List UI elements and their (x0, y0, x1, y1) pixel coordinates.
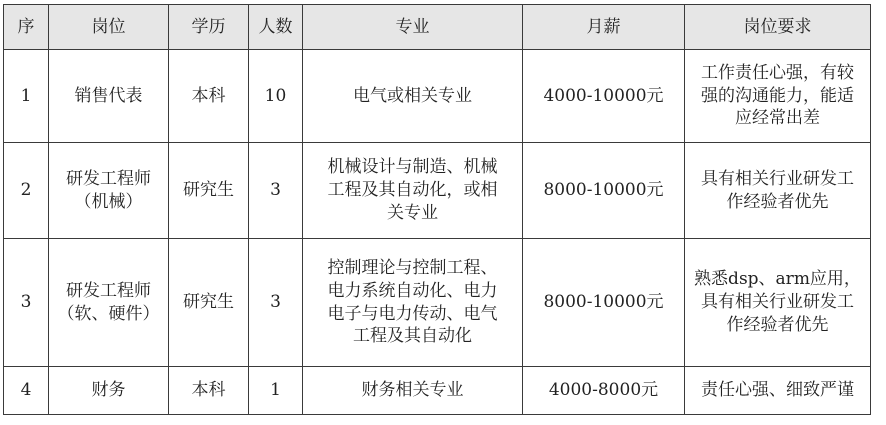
cell-requirements-line: 应经常出差 (735, 108, 820, 129)
cell-count: 3 (249, 143, 303, 239)
cell-education: 研究生 (169, 239, 249, 367)
cell-major-line: 工程及其自动化，或相 (327, 180, 498, 201)
cell-major-line: 电力系统自动化、电力 (327, 280, 498, 301)
cell-position-line: 财务 (91, 380, 126, 401)
cell-count: 10 (249, 50, 303, 143)
cell-position (49, 239, 169, 367)
cell-major (303, 143, 523, 239)
cell-index: 1 (4, 50, 49, 143)
cell-requirements (685, 143, 871, 239)
cell-education: 本科 (169, 367, 249, 415)
header-row (4, 5, 871, 50)
cell-count: 1 (249, 367, 303, 415)
cell-index: 3 (4, 239, 49, 367)
cell-requirements-line: 强的沟通能力，能适 (701, 85, 854, 106)
recruitment-table (3, 4, 871, 415)
cell-requirements-line: 熟悉dsp、arm应用， (694, 269, 861, 290)
cell-position-line: 研发工程师 (66, 280, 151, 301)
cell-index: 2 (4, 143, 49, 239)
cell-salary: 8000-10000元 (523, 239, 685, 367)
cell-position-line: 销售代表 (74, 85, 143, 106)
header-index: 序 (4, 5, 49, 50)
cell-major (303, 239, 523, 367)
cell-position-line: （机械） (74, 191, 143, 212)
cell-position-line: 研发工程师 (66, 168, 151, 189)
cell-position (49, 50, 169, 143)
cell-index: 4 (4, 367, 49, 415)
table-row (4, 367, 871, 415)
cell-education: 研究生 (169, 143, 249, 239)
table-row (4, 239, 871, 367)
cell-requirements-line: 作经验者优先 (726, 191, 829, 212)
cell-requirements-line: 具有相关行业研发工 (701, 292, 854, 313)
cell-major-line: 电子与电力传动、电气 (327, 303, 498, 324)
cell-requirements-line: 责任心强、细致严谨 (701, 380, 854, 401)
cell-requirements-line: 工作责任心强，有较 (701, 62, 854, 83)
cell-major-line: 关专业 (387, 202, 438, 223)
cell-count: 3 (249, 239, 303, 367)
cell-requirements (685, 367, 871, 415)
cell-salary: 8000-10000元 (523, 143, 685, 239)
cell-major-line: 机械设计与制造、机械 (327, 157, 498, 178)
cell-education: 本科 (169, 50, 249, 143)
cell-requirements-line: 作经验者优先 (726, 314, 829, 335)
header-education: 学历 (169, 5, 249, 50)
cell-requirements-line: 具有相关行业研发工 (701, 168, 854, 189)
header-count: 人数 (249, 5, 303, 50)
header-major: 专业 (303, 5, 523, 50)
cell-position (49, 143, 169, 239)
cell-requirements (685, 239, 871, 367)
cell-major (303, 367, 523, 415)
cell-salary: 4000-10000元 (523, 50, 685, 143)
cell-major-line: 财务相关专业 (361, 380, 464, 401)
table-row (4, 143, 871, 239)
cell-position (49, 367, 169, 415)
cell-requirements (685, 50, 871, 143)
cell-salary: 4000-8000元 (523, 367, 685, 415)
cell-major-line: 电气或相关专业 (353, 85, 472, 106)
table-row (4, 50, 871, 143)
cell-major-line: 控制理论与控制工程、 (327, 257, 498, 278)
header-position: 岗位 (49, 5, 169, 50)
header-requirements: 岗位要求 (685, 5, 871, 50)
cell-major (303, 50, 523, 143)
header-salary: 月薪 (523, 5, 685, 50)
cell-position-line: （软、硬件） (57, 303, 160, 324)
cell-major-line: 工程及其自动化 (353, 326, 472, 347)
